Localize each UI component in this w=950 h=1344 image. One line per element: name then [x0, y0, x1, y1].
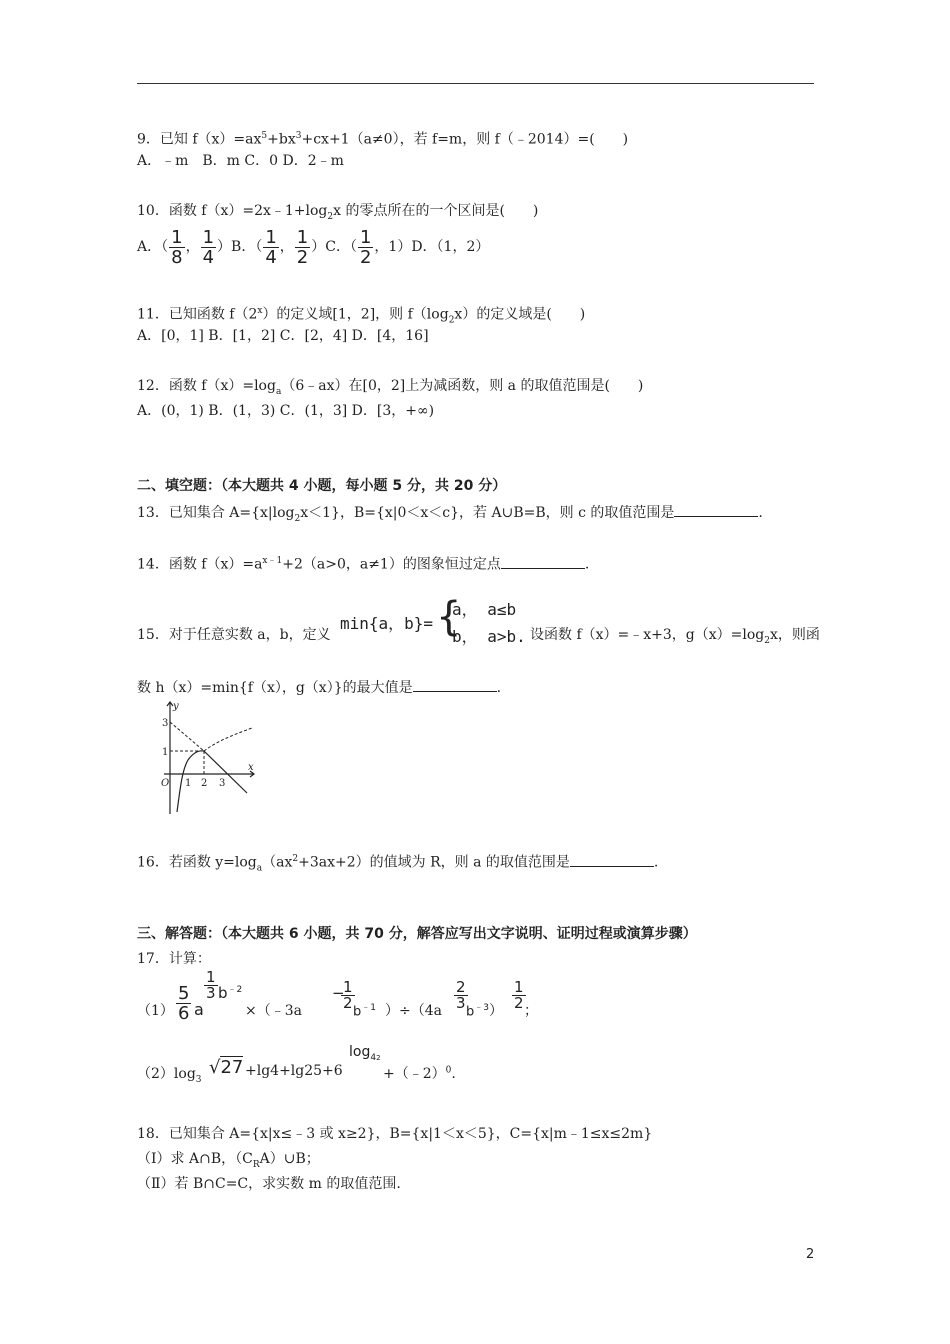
- q17-part1: （1） $\frac{5}{6}$ a $\frac{1}{3}$ $b^{﹣2}$ ×（﹣3a − $\frac{1}{2}$ $b^{﹣1}$ ）÷（4a $\frac{2}{3}$ $b^{﹣3}$ ） $\frac{1}{2}$ ；: [137, 968, 538, 1024]
- function-graph: [160, 700, 256, 818]
- fraction: $\frac{1}{8}$: [171, 226, 183, 268]
- tick-label: 3: [219, 778, 226, 789]
- fraction: $\frac{1}{2}$: [343, 978, 353, 1012]
- answer-blank: [674, 502, 758, 517]
- fraction: $\frac{2}{3}$: [456, 978, 466, 1012]
- tick-label: 2: [201, 778, 208, 789]
- fraction: $\frac{1}{3}$: [206, 968, 216, 1002]
- fraction: $\frac{1}{2}$: [514, 978, 524, 1012]
- q12-options: A．(0，1) B．(1，3) C．(1，3] D．[3，+∞): [137, 403, 435, 419]
- q14-stem: 14．函数 $f(x)=a^{x﹣1}+2(a>0$，a≠1）的图象恒过定点 .: [137, 552, 589, 574]
- q18-stem: 18．已知集合 A={x|x≤﹣3 或 x≥2}，B={x|1＜x＜5}，C={x|m﹣1≤x≤2m}: [137, 1126, 653, 1142]
- tick-label: 3: [162, 718, 169, 729]
- q12-stem: 12．函数 $f(x)=\log_a(6﹣ax)$在[0，2]上为减函数，则 a 的取值范围是( ): [137, 378, 644, 397]
- y-label: y: [173, 701, 179, 712]
- q10-stem: 10．函数 $f(x)=2x﹣1+\log_2x$ 的零点所在的一个区间是( ): [137, 203, 539, 222]
- section-heading: 二、填空题：（本大题共 4 小题，每小题 5 分，共 20 分）: [137, 478, 507, 494]
- q15-line2: 数 h（x）=min{f（x），g（x）}的最大值是 .: [137, 677, 501, 697]
- answer-blank: [413, 677, 497, 692]
- answer-blank: [501, 554, 585, 569]
- tick-label: 1: [185, 778, 192, 789]
- q16-stem: 16．若函数 $y=\log_a(ax^2+3ax+2)$的值域为 R，则 a 的取值范围是 .: [137, 850, 658, 877]
- q17-part2: $(2)\log_3$ √27 +lg4+lg25+6 $\log_{42}$ +（﹣2）$^0$.: [137, 1044, 456, 1085]
- x-label: x: [248, 762, 254, 773]
- fraction: $\frac{1}{2}$: [296, 226, 309, 268]
- q10-options: A．（ $\frac{1}{8}$ ， $\frac{1}{4}$ ）B．（ $\frac{1}{4}$ ， $\frac{1}{2}$ ）C．（ $\frac{1}{2}$ ，1）D．（1，2）: [137, 226, 490, 268]
- q18-part2: （Ⅱ）若 B∩C=C，求实数 m 的取值范围.: [137, 1176, 401, 1192]
- origin-label: O: [161, 778, 170, 789]
- fraction: $\frac{1}{4}$: [202, 226, 215, 268]
- page-number: 2: [806, 1247, 815, 1262]
- fraction: $\frac{1}{4}$: [265, 226, 277, 268]
- answer-blank: [570, 852, 654, 867]
- q15-stem-a: 15．对于任意实数 a，b，定义: [137, 627, 331, 643]
- fraction: $\frac{1}{2}$: [359, 226, 372, 268]
- q18-part1: （Ⅰ）求 A∩B，$(C_RA)\cup B$；: [137, 1151, 320, 1170]
- section-heading: 三、解答题：（本大题共 6 小题，共 70 分，解答应写出文字说明、证明过程或演算步骤）: [137, 926, 697, 942]
- q11-stem: 11．已知函数 f（2$^x$）的定义域[1，2]，则 $f(\log_2x)$的定义域是( ): [137, 306, 586, 326]
- dashed-log: [204, 728, 252, 751]
- q11-options: A．[0，1] B．[1，2] C．[2，4] D．[4，16]: [137, 328, 429, 344]
- q15-stem-b: 设函数 f（x）=﹣x+3，$g(x)=\log_2x$，则函: [530, 627, 820, 646]
- tick-label: 1: [162, 747, 169, 758]
- q9-options: A．﹣m B．m C．0 D．2﹣m: [137, 153, 344, 169]
- dashed-line: [170, 722, 204, 751]
- header-rule: [137, 83, 814, 84]
- q17-title: 17．计算：: [137, 951, 211, 967]
- fraction: $\frac{5}{6}$: [178, 983, 190, 1024]
- q13-stem: 13．已知集合 $A=\{x|\log_2x<1\}$，B={x|0＜x＜c}，若 A∪B=B，则 c 的取值范围是 .: [137, 502, 763, 528]
- q9-stem: 9．已知 $f(x)=ax^5+bx^3+cx+1(a\ne 0)$，若 f=m，则 f（﹣2014）=( ): [137, 131, 629, 148]
